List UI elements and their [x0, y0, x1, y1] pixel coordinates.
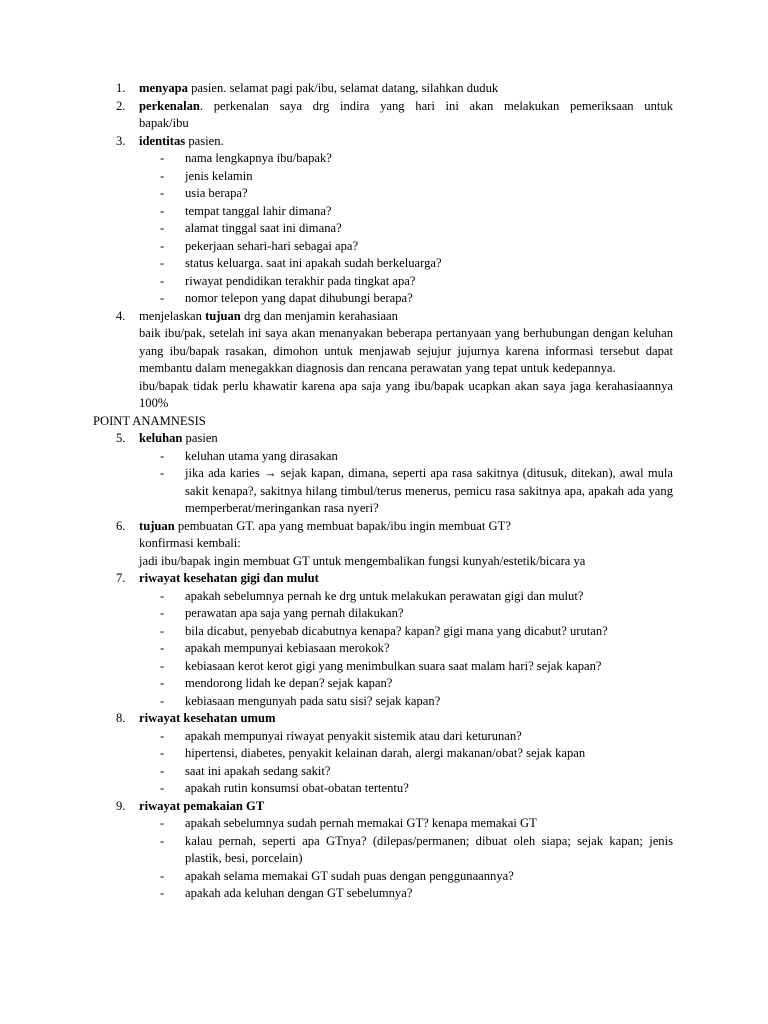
sub-item [0, 588, 768, 606]
sub-item [0, 815, 768, 833]
sub-item-text: nomor telepon yang dapat dihubungi berapa? [185, 291, 413, 305]
sub-item [0, 868, 768, 886]
list-item-2 [0, 98, 768, 133]
item-text: . perkenalan saya drg indira yang hari ini akan melakukan pemeriksaan untuk [199, 98, 673, 113]
bullet-dash: - [160, 623, 165, 638]
sub-item-text: bila dicabut, penyebab dicabutnya kenapa? kapan? gigi mana yang dicabut? urutan? [185, 623, 608, 638]
bullet-dash: - [160, 693, 165, 708]
bullet-dash: - [160, 466, 165, 480]
list-item-5 [0, 430, 768, 448]
item-keyword: identitas [139, 133, 186, 148]
sub-item-text: perawatan apa saja yang pernah dilakukan? [185, 606, 404, 620]
sub-item [0, 150, 768, 168]
bullet-dash: - [160, 676, 165, 690]
item-number: 6. [116, 518, 126, 533]
sub-item [0, 605, 768, 623]
sub-item-text: status keluarga. saat ini apakah sudah berkeluarga? [185, 256, 442, 270]
list-item-9 [0, 798, 768, 816]
sub-item-text: apakah selama memakai GT sudah puas dengan penggunaannya? [185, 868, 514, 883]
sub-item [0, 658, 768, 676]
sub-item [0, 780, 768, 798]
item-number: 8. [116, 711, 126, 725]
sub-item-text: kebiasaan mengunyah pada satu sisi? sejak kapan? [185, 693, 441, 708]
paragraph: baik ibu/pak, setelah ini saya akan menanyakan beberapa pertanyaan yang berhubungan dengan keluhan yang ibu/bapak rasakan, dimohon untuk menjawab sejujur jujurnya karena informasi tersebut dapat membantu dalam menegakkan diagnosis dan rencana perawatan yang tepat untuk kedepannya. [139, 326, 673, 375]
section-heading: POINT ANAMNESIS [93, 413, 206, 428]
bullet-dash: - [160, 728, 165, 743]
item-keyword: riwayat kesehatan gigi dan mulut [139, 571, 319, 585]
sub-item-text: apakah ada keluhan dengan GT sebelumnya? [185, 886, 413, 900]
sub-item-text: riwayat pendidikan terakhir pada tingkat apa? [185, 273, 416, 288]
bullet-dash: - [160, 816, 165, 830]
bullet-dash: - [160, 641, 165, 655]
sub-item-text: apakah mempunyai kebiasaan merokok? [185, 641, 390, 655]
sub-item-text: jika ada karies → sejak kapan, dimana, seperti apa rasa sakitnya (ditusuk, ditekan), awal mula sakit kenapa?, sakitnya hilang timbul/terus menerus, pemicu rasa sakitnya apa, apakah ada yang memperberat/meringankan rasa nyeri? [185, 466, 673, 515]
sub-item-text: hipertensi, diabetes, penyakit kelainan darah, alergi makanan/obat? sejak kapan [185, 746, 586, 760]
item-keyword: riwayat pemakaian GT [139, 798, 265, 813]
item-number: 7. [116, 571, 126, 585]
list-item-3 [0, 133, 768, 151]
list-item-4 [0, 308, 768, 413]
bullet-dash: - [160, 868, 165, 883]
bullet-dash: - [160, 273, 165, 288]
item-number: 1. [116, 81, 126, 95]
bullet-dash: - [160, 746, 165, 760]
sub-item [0, 255, 768, 273]
sub-item [0, 465, 768, 518]
bullet-dash: - [160, 291, 165, 305]
bullet-dash: - [160, 781, 165, 795]
sub-item [0, 238, 768, 256]
sub-item [0, 290, 768, 308]
sub-item-text: kebiasaan kerot kerot gigi yang menimbulkan suara saat malam hari? sejak kapan? [185, 658, 602, 673]
item-keyword: keluhan [139, 431, 183, 445]
sub-item [0, 185, 768, 203]
bullet-dash: - [160, 168, 165, 183]
sub-item-text: jenis kelamin [185, 168, 253, 183]
item-text: pasien. [185, 133, 224, 148]
bullet-dash: - [160, 833, 165, 848]
sub-item-text: apakah rutin konsumsi obat-obatan tertentu? [185, 781, 409, 795]
item-keyword: menyapa [139, 81, 188, 95]
sub-item [0, 728, 768, 746]
sub-item-text: pekerjaan sehari-hari sebagai apa? [185, 238, 359, 253]
list-item-8 [0, 710, 768, 728]
item-text: pembuatan GT. apa yang membuat bapak/ibu ingin membuat GT? [174, 518, 511, 533]
bullet-dash: - [160, 448, 165, 463]
paragraph: ibu/bapak tidak perlu khawatir karena apa saja yang ibu/bapak ucapkan akan saya jaga kerahasiaannya 100% [139, 378, 673, 410]
item-number: 5. [116, 431, 126, 445]
sub-item [0, 448, 768, 466]
sub-item-text: tempat tanggal lahir dimana? [185, 203, 332, 218]
sub-item [0, 675, 768, 693]
sub-item [0, 623, 768, 641]
list-item-6 [0, 518, 768, 571]
sub-item-text: alamat tinggal saat ini dimana? [185, 221, 342, 235]
sub-item-text: apakah sebelumnya pernah ke drg untuk melakukan perawatan gigi dan mulut? [185, 588, 584, 603]
item-keyword: tujuan [205, 308, 241, 323]
sub-item [0, 640, 768, 658]
item-text: drg dan menjamin kerahasiaan [240, 308, 398, 323]
item-keyword: perkenalan [139, 98, 200, 113]
bullet-dash: - [160, 203, 165, 218]
item-line: konfirmasi kembali: [139, 536, 241, 550]
sub-item-text: kalau pernah, seperti apa GTnya? (dilepas/permanen; dibuat oleh siapa; sejak kapan; jenis plastik, besi, porcelain) [185, 833, 673, 865]
sub-item-text: apakah mempunyai riwayat penyakit sistemik atau dari keturunan? [185, 728, 522, 743]
item-number: 3. [116, 133, 126, 148]
sub-item [0, 168, 768, 186]
item-text-prefix: menjelaskan [139, 308, 206, 323]
item-text: pasien. selamat pagi pak/ibu, selamat datang, silahkan duduk [187, 81, 499, 95]
bullet-dash: - [160, 886, 165, 900]
bullet-dash: - [160, 221, 165, 235]
bullet-dash: - [160, 606, 165, 620]
sub-item [0, 273, 768, 291]
item-text: pasien [182, 431, 218, 445]
bullet-dash: - [160, 151, 165, 165]
sub-item [0, 220, 768, 238]
bullet-dash: - [160, 588, 165, 603]
sub-item [0, 885, 768, 903]
sub-item-text: usia berapa? [185, 186, 248, 200]
document-page [0, 80, 768, 903]
item-number: 4. [116, 308, 126, 323]
item-keyword: riwayat kesehatan umum [139, 711, 276, 725]
sub-item [0, 763, 768, 781]
sub-item [0, 745, 768, 763]
sub-item [0, 833, 768, 868]
item-keyword: tujuan [139, 518, 175, 533]
bullet-dash: - [160, 658, 165, 673]
bullet-dash: - [160, 763, 165, 778]
sub-item [0, 203, 768, 221]
sub-item [0, 693, 768, 711]
item-text-continued: bapak/ibu [139, 116, 189, 130]
sub-item-text: apakah sebelumnya sudah pernah memakai GT? kenapa memakai GT [185, 816, 537, 830]
item-number: 2. [116, 98, 126, 113]
bullet-dash: - [160, 256, 165, 270]
list-item-7 [0, 570, 768, 588]
item-line: jadi ibu/bapak ingin membuat GT untuk mengembalikan fungsi kunyah/estetik/bicara ya [139, 553, 586, 568]
bullet-dash: - [160, 238, 165, 253]
sub-item-text: saat ini apakah sedang sakit? [185, 763, 331, 778]
list-item-1 [0, 80, 768, 98]
sub-item-text: keluhan utama yang dirasakan [185, 448, 338, 463]
bullet-dash: - [160, 186, 165, 200]
item-number: 9. [116, 798, 126, 813]
sub-item-text: mendorong lidah ke depan? sejak kapan? [185, 676, 393, 690]
sub-item-text: nama lengkapnya ibu/bapak? [185, 151, 332, 165]
